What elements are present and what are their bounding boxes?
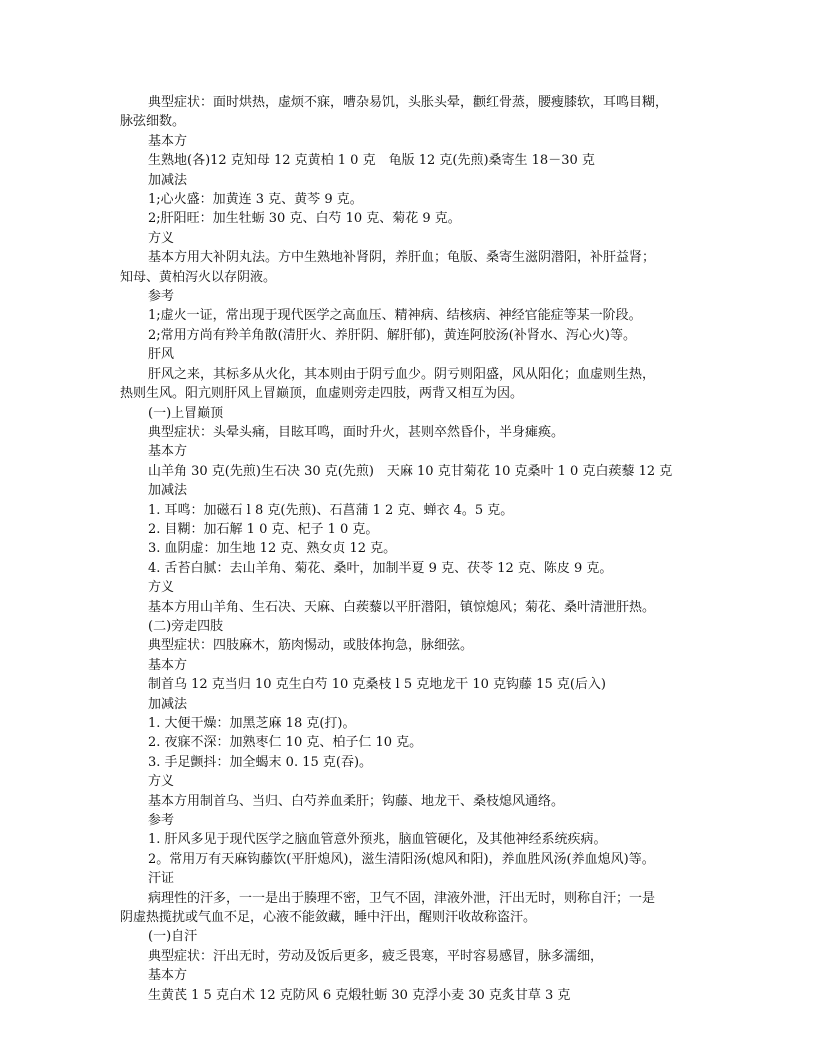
text-line: 汗证 [148, 871, 175, 887]
text-line-continuation: 阴虚热揽扰或气血不足，心液不能敛藏，睡中汗出，醒则汗收故称盗汗。 [120, 910, 537, 926]
text-line: 基本方 [148, 968, 188, 984]
text-line: 3. 血阴虚：加生地 12 克、熟女贞 12 克。 [148, 541, 397, 557]
text-line: 1;虚火一证，常出现于现代医学之高血压、精神病、结核病、神经官能症等某一阶段。 [148, 308, 642, 324]
text-line: 加减法 [148, 172, 188, 188]
text-line: 1;心火盛：加黄连 3 克、黄芩 9 克。 [148, 192, 363, 208]
text-line: 加减法 [148, 696, 188, 712]
text-line: 加减法 [148, 483, 188, 499]
text-line: 典型症状：面时烘热，虚烦不寐，嘈杂易饥，头胀头晕，颧红骨蒸，腰瘦膝软，耳鸣目糊， [148, 95, 669, 110]
text-line: 基本方用山羊角、生石决、天麻、白蒺藜以平肝潜阳，镇惊熄风；菊花、桑叶清泄肝热。 [148, 599, 656, 615]
text-line: 方义 [148, 580, 175, 596]
text-line: 4. 舌苔白腻：去山羊角、菊花、桑叶，加制半夏 9 克、茯苓 12 克、陈皮 9 克。 [148, 560, 613, 576]
text-line: 基本方 [148, 133, 188, 149]
text-line: 基本方用大补阴丸法。方中生熟地补肾阴，养肝血；龟版、桑寄生滋阴潜阳，补肝益肾； [148, 250, 656, 266]
text-line: 方义 [148, 774, 175, 790]
text-line: 2;常用方尚有羚羊角散(清肝火、养肝阴、解肝郁)，黄连阿胶汤(补肾水、泻心火)等。 [148, 327, 636, 343]
text-line: 参考 [148, 289, 175, 305]
text-line-continuation: 热则生风。阳亢则肝风上冒巅顶，血虚则旁走四肢，两背又相互为因。 [120, 386, 524, 402]
text-line: 病理性的汗多，一一是出于腠理不密，卫气不固，津液外泄，汗出无时，则称自汗；一是 [148, 890, 656, 906]
text-line-continuation: 知母、黄柏泻火以存阴液。 [120, 269, 277, 285]
text-line: 2. 夜寐不深：加熟枣仁 10 克、柏子仁 10 克。 [148, 735, 423, 751]
text-line: 2;肝阳旺：加生牡蛎 30 克、白芍 10 克、菊花 9 克。 [148, 211, 461, 227]
text-line: 1. 耳鸣：加磁石 l 8 克(先煎)、石菖蒲 1 2 克、蝉衣 4。5 克。 [148, 502, 514, 518]
text-line: 生熟地(各)12 克知母 12 克黄柏 1 0 克 龟版 12 克(先煎)桑寄生 18－30 克 [148, 153, 595, 169]
text-line: 肝风之来，其标多从火化，其本则由于阴亏血少。阴亏则阳盛，风从阳化；血虚则生热， [148, 366, 656, 382]
text-line: 肝风 [148, 347, 175, 363]
text-line: 1. 肝风多见于现代医学之脑血管意外预兆，脑血管硬化，及其他神经系统疾病。 [148, 832, 607, 848]
text-line: 方义 [148, 230, 175, 246]
text-line: 生黄芪 1 5 克白术 12 克防风 6 克煅牡蛎 30 克浮小麦 30 克炙甘草 3 克 [148, 987, 571, 1003]
text-line: 典型症状：汗出无时，劳动及饭后更多，疲乏畏寒，平时容易感冒，脉多濡细， [148, 948, 604, 964]
text-line: 3. 手足颤抖：加全蝎末 0. 15 克(吞)。 [148, 754, 373, 770]
text-line: (一)上冒巅顶 [148, 405, 224, 421]
text-line: (一)自汗 [148, 929, 198, 945]
text-line: 基本方用制首乌、当归、白芍养血柔肝；钩藤、地龙干、桑枝熄风通络。 [148, 793, 565, 809]
text-line-continuation: 脉弦细数。 [120, 114, 186, 130]
text-line: 基本方 [148, 657, 188, 673]
text-line: 典型症状：四肢麻木，筋肉惕动，或肢体拘急，脉细弦。 [148, 638, 474, 654]
text-line: 1. 大便干燥：加黑芝麻 18 克(打)。 [148, 716, 356, 731]
text-line: 基本方 [148, 444, 188, 460]
document-body [120, 93, 700, 1005]
text-line: 制首乌 12 克当归 10 克生白芍 10 克桑枝 l 5 克地龙干 10 克钩藤 15 克(后入) [148, 677, 607, 693]
text-line: 典型症状：头晕头痛，目眩耳鸣，面时升火，甚则卒然昏仆，半身瘫痪。 [148, 424, 565, 440]
text-line: (二)旁走四肢 [148, 618, 224, 634]
text-line: 山羊角 30 克(先煎)生石决 30 克(先煎) 天麻 10 克甘菊花 10 克桑叶 1 0 克白蒺藜 12 克 [148, 463, 673, 479]
text-line: 2. 目糊：加石解 1 0 克、杞子 1 0 克。 [148, 521, 379, 537]
text-line: 2。常用万有天麻钩藤饮(平肝熄风)，滋生清阳汤(熄风和阳)，养血胜风汤(养血熄风)等。 [148, 851, 655, 867]
text-line: 参考 [148, 813, 175, 829]
